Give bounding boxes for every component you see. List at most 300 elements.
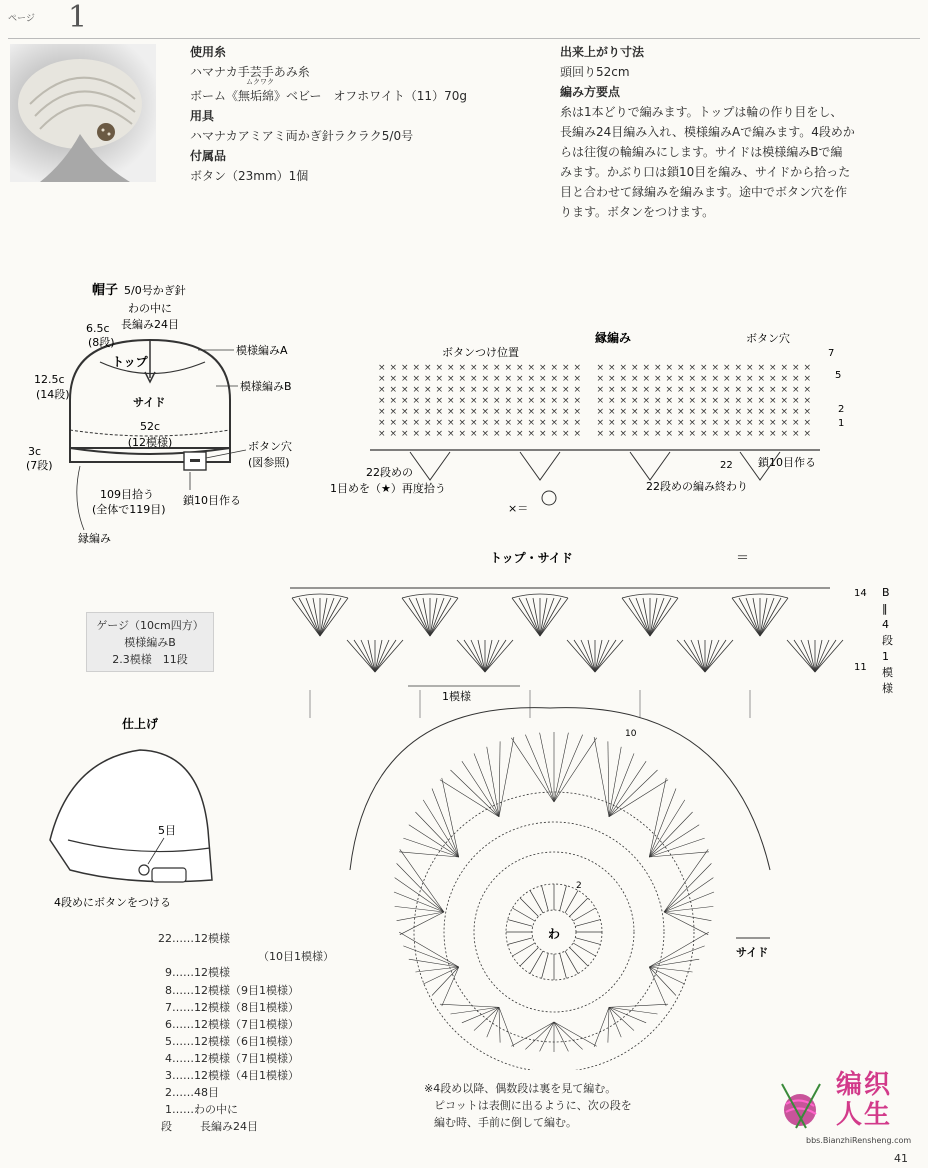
edging-note22-1: 22段めの xyxy=(366,466,413,479)
svg-text:×: × xyxy=(550,363,559,373)
stitch-table-row: 7……12模様（8目1模様） xyxy=(165,1001,299,1014)
svg-text:×: × xyxy=(401,407,409,417)
edging-row-1: 1 xyxy=(838,418,845,429)
svg-text:×: × xyxy=(573,385,582,395)
svg-text:×: × xyxy=(539,374,547,384)
svg-text:×: × xyxy=(562,418,570,428)
svg-text:×: × xyxy=(401,396,409,406)
svg-text:×: × xyxy=(769,418,777,428)
svg-text:×: × xyxy=(780,396,789,406)
svg-text:×: × xyxy=(378,385,386,395)
svg-text:×: × xyxy=(792,418,800,428)
svg-text:×: × xyxy=(619,407,628,417)
svg-text:×: × xyxy=(458,363,467,373)
svg-text:×: × xyxy=(389,374,398,384)
page-number: 41 xyxy=(894,1152,908,1165)
svg-text:×: × xyxy=(550,385,559,395)
svg-text:×: × xyxy=(619,385,628,395)
svg-text:×: × xyxy=(550,429,559,439)
svg-text:×: × xyxy=(481,396,490,406)
yarn-line-2: ボーム《無垢綿》ベビー オフホワイト（11）70g xyxy=(190,89,467,103)
svg-text:×: × xyxy=(378,418,386,428)
svg-text:×: × xyxy=(700,418,708,428)
svg-text:×: × xyxy=(401,374,409,384)
svg-text:×: × xyxy=(780,385,789,395)
svg-text:模: 模 xyxy=(882,666,893,679)
svg-text:×: × xyxy=(780,363,789,373)
repeat-label: 1模様 xyxy=(442,690,471,703)
svg-text:×: × xyxy=(665,363,674,373)
svg-text:×: × xyxy=(665,396,674,406)
yarn-line-1: ハマナカ手芸手あみ糸 xyxy=(190,65,310,79)
svg-text:×: × xyxy=(447,385,455,395)
svg-text:×: × xyxy=(550,407,559,417)
watermark-cn: 编织人生 xyxy=(836,1070,893,1130)
notes xyxy=(424,1080,632,1131)
svg-text:×: × xyxy=(389,407,398,417)
svg-text:×: × xyxy=(539,396,547,406)
svg-text:×: × xyxy=(619,429,628,439)
svg-text:×: × xyxy=(493,385,501,395)
svg-text:×: × xyxy=(642,374,651,384)
hat-edging: 縁編み xyxy=(78,532,111,545)
svg-text:×: × xyxy=(596,374,605,384)
svg-text:×: × xyxy=(792,374,800,384)
svg-text:×: × xyxy=(470,418,478,428)
svg-text:×: × xyxy=(711,429,720,439)
hat-ring: わの中に xyxy=(128,302,172,315)
svg-text:×: × xyxy=(435,374,444,384)
svg-text:×: × xyxy=(389,396,398,406)
svg-text:×: × xyxy=(711,363,720,373)
b-label xyxy=(882,586,893,695)
svg-text:×: × xyxy=(550,418,559,428)
top-side-title: トップ・サイド xyxy=(490,551,573,565)
svg-text:×: × xyxy=(389,418,398,428)
side-band xyxy=(290,588,843,718)
svg-text:×: × xyxy=(573,407,582,417)
svg-text:×: × xyxy=(665,418,674,428)
svg-text:×: × xyxy=(757,418,766,428)
yarn-heading: 使用糸 xyxy=(190,45,227,59)
svg-text:×: × xyxy=(435,385,444,395)
svg-text:×: × xyxy=(631,385,639,395)
svg-text:×: × xyxy=(642,429,651,439)
hat-pickup-total: (全体で119目) xyxy=(92,503,166,516)
svg-text:×: × xyxy=(447,396,455,406)
svg-text:×: × xyxy=(746,418,754,428)
svg-text:×: × xyxy=(688,407,697,417)
stitch-table-row: 4……12模様（7目1模様） xyxy=(165,1052,299,1065)
svg-text:×: × xyxy=(642,407,651,417)
svg-text:×: × xyxy=(493,407,501,417)
svg-text:×: × xyxy=(757,363,766,373)
svg-text:×: × xyxy=(769,429,777,439)
svg-text:×: × xyxy=(573,374,582,384)
hat-side-height: 12.5c xyxy=(34,373,65,386)
svg-text:×: × xyxy=(516,385,524,395)
svg-text:×: × xyxy=(458,396,467,406)
hat-top-width: 6.5c xyxy=(86,322,110,335)
svg-text:×: × xyxy=(458,385,467,395)
svg-text:×: × xyxy=(665,385,674,395)
svg-text:×: × xyxy=(711,396,720,406)
gauge-line-2: 模様編みB xyxy=(124,636,176,649)
svg-text:×: × xyxy=(642,385,651,395)
accessories-line: ボタン（23mm）1個 xyxy=(190,169,309,183)
svg-text:×: × xyxy=(654,374,662,384)
svg-text:×: × xyxy=(401,429,409,439)
svg-text:×: × xyxy=(504,429,513,439)
side-arrow: サイド xyxy=(736,946,769,959)
svg-text:×: × xyxy=(631,374,639,384)
svg-text:B: B xyxy=(882,586,890,599)
stitch-table-row: 6……12模様（7目1模様） xyxy=(165,1018,299,1031)
finished-section xyxy=(560,42,855,222)
svg-text:×: × xyxy=(539,418,547,428)
edging-note22-2: 1目めを（★）再度拾う xyxy=(330,482,446,495)
svg-text:×: × xyxy=(401,418,409,428)
svg-text:×: × xyxy=(596,363,605,373)
svg-text:×: × xyxy=(757,396,766,406)
svg-text:×: × xyxy=(746,396,754,406)
note-line-3: 編む時、手前に倒して編む。 xyxy=(434,1116,577,1129)
svg-text:×: × xyxy=(746,374,754,384)
svg-text:×: × xyxy=(677,429,685,439)
svg-text:×: × xyxy=(470,385,478,395)
svg-text:×: × xyxy=(688,418,697,428)
svg-text:×: × xyxy=(631,418,639,428)
svg-text:×: × xyxy=(378,363,386,373)
edging-chart xyxy=(330,320,850,520)
hat-ring-2: 長編み24目 xyxy=(121,318,179,331)
svg-text:×: × xyxy=(527,374,536,384)
svg-text:1: 1 xyxy=(882,650,889,663)
svg-text:×: × xyxy=(608,363,616,373)
svg-text:×: × xyxy=(723,385,731,395)
svg-text:×: × xyxy=(493,363,501,373)
svg-text:×: × xyxy=(780,374,789,384)
svg-text:×: × xyxy=(447,363,455,373)
svg-text:×: × xyxy=(688,396,697,406)
finish-diagram xyxy=(40,710,240,920)
svg-text:×: × xyxy=(734,418,743,428)
hat-schematic xyxy=(0,270,330,560)
model-photo xyxy=(10,44,156,182)
svg-text:×: × xyxy=(435,363,444,373)
svg-text:×: × xyxy=(677,407,685,417)
svg-text:×: × xyxy=(504,374,513,384)
svg-text:×: × xyxy=(631,429,639,439)
svg-text:×: × xyxy=(401,363,409,373)
yarn-ruby: ムクワク xyxy=(246,78,274,86)
svg-text:×: × xyxy=(757,429,766,439)
svg-text:×: × xyxy=(711,418,720,428)
stitch-table-row: 5……12模様（6目1模様） xyxy=(165,1035,299,1048)
center-ring: わ xyxy=(547,927,561,941)
svg-text:×: × xyxy=(435,418,444,428)
edging-button-pos: ボタンつけ位置 xyxy=(442,346,519,359)
edging-row-22: 22 xyxy=(720,460,733,471)
svg-text:×: × xyxy=(550,374,559,384)
svg-text:×: × xyxy=(516,407,524,417)
hat-side-rows: (14段) xyxy=(36,388,70,401)
svg-text:×: × xyxy=(631,363,639,373)
svg-text:×: × xyxy=(573,429,582,439)
row-14: 14 xyxy=(854,588,867,599)
svg-text:×: × xyxy=(769,396,777,406)
row-11: 11 xyxy=(854,662,867,673)
svg-text:×: × xyxy=(481,374,490,384)
svg-text:×: × xyxy=(677,363,685,373)
svg-text:×: × xyxy=(412,396,421,406)
gauge-box xyxy=(86,612,214,672)
svg-text:×: × xyxy=(734,374,743,384)
svg-text:×: × xyxy=(654,407,662,417)
svg-text:×: × xyxy=(654,429,662,439)
svg-text:×: × xyxy=(723,396,731,406)
points-line-3: らは往復の輪編みにします。サイドは模様編みBで編 xyxy=(560,145,843,159)
svg-text:×: × xyxy=(746,407,754,417)
svg-text:×: × xyxy=(458,374,467,384)
hat-top-label: トップ xyxy=(112,355,148,369)
svg-text:×: × xyxy=(700,363,708,373)
svg-text:×: × xyxy=(562,429,570,439)
svg-text:‖: ‖ xyxy=(882,602,888,615)
top-side-chart xyxy=(250,540,920,1070)
svg-text:×: × xyxy=(734,429,743,439)
svg-text:×: × xyxy=(642,363,651,373)
svg-text:×: × xyxy=(389,363,398,373)
note-line-2: ピコットは表側に出るように、次の段を xyxy=(434,1099,632,1112)
svg-text:×: × xyxy=(573,363,582,373)
svg-text:×: × xyxy=(746,363,754,373)
svg-text:×: × xyxy=(619,363,628,373)
svg-text:×: × xyxy=(677,374,685,384)
svg-text:×: × xyxy=(700,429,708,439)
svg-text:×: × xyxy=(596,418,605,428)
svg-text:×: × xyxy=(803,396,812,406)
row-2-label: 2 xyxy=(576,881,582,891)
svg-text:×: × xyxy=(527,385,536,395)
svg-text:×: × xyxy=(792,396,800,406)
size-heading: 出来上がり寸法 xyxy=(560,45,645,59)
svg-text:×: × xyxy=(378,407,386,417)
svg-text:×: × xyxy=(516,396,524,406)
svg-text:×: × xyxy=(608,374,616,384)
svg-text:×: × xyxy=(458,418,467,428)
svg-text:×: × xyxy=(401,385,409,395)
svg-text:×: × xyxy=(792,363,800,373)
svg-text:×: × xyxy=(608,396,616,406)
svg-text:×: × xyxy=(516,374,524,384)
tools-line: ハマナカアミアミ両かぎ針ラクラク5/0号 xyxy=(190,129,414,143)
svg-text:×: × xyxy=(700,385,708,395)
svg-text:×: × xyxy=(792,429,800,439)
svg-text:×: × xyxy=(470,407,478,417)
svg-text:×: × xyxy=(424,418,432,428)
hat-title: 帽子 xyxy=(92,283,119,298)
tools-heading: 用具 xyxy=(190,109,215,123)
svg-text:×: × xyxy=(734,363,743,373)
svg-text:×: × xyxy=(792,385,800,395)
gauge-line-1: ゲージ（10cm四方） xyxy=(96,619,204,632)
svg-text:×: × xyxy=(378,374,386,384)
svg-text:×: × xyxy=(734,385,743,395)
svg-text:×: × xyxy=(619,374,628,384)
svg-text:×: × xyxy=(516,429,524,439)
svg-text:×: × xyxy=(573,396,582,406)
edging-title: 縁編み xyxy=(595,331,632,345)
svg-text:×: × xyxy=(516,363,524,373)
size-line: 頭回り52cm xyxy=(560,65,630,79)
svg-text:×: × xyxy=(769,407,777,417)
edging-stitch-grid xyxy=(370,363,820,480)
svg-text:×: × xyxy=(769,374,777,384)
svg-text:×: × xyxy=(412,374,421,384)
svg-text:×: × xyxy=(757,407,766,417)
svg-text:×: × xyxy=(493,396,501,406)
svg-text:×: × xyxy=(504,385,513,395)
svg-text:×: × xyxy=(688,429,697,439)
hat-pickup: 109目拾う xyxy=(100,488,154,501)
svg-text:×: × xyxy=(757,385,766,395)
hat-pattern-a: 模様編みA xyxy=(236,344,288,357)
svg-text:×: × xyxy=(447,429,455,439)
svg-text:×: × xyxy=(539,407,547,417)
svg-text:×: × xyxy=(631,407,639,417)
svg-text:×: × xyxy=(723,374,731,384)
header-rule xyxy=(8,38,920,39)
svg-text:×: × xyxy=(677,418,685,428)
svg-text:×: × xyxy=(757,374,766,384)
svg-text:×: × xyxy=(608,429,616,439)
points-heading: 編み方要点 xyxy=(560,85,621,99)
svg-text:×: × xyxy=(734,407,743,417)
finish-title: 仕上げ xyxy=(122,717,159,731)
svg-text:×: × xyxy=(677,385,685,395)
page-label: ページ xyxy=(8,14,35,24)
svg-text:段: 段 xyxy=(882,634,893,647)
svg-text:×: × xyxy=(389,429,398,439)
svg-text:×: × xyxy=(700,374,708,384)
svg-text:×: × xyxy=(378,429,386,439)
svg-text:×: × xyxy=(424,429,432,439)
edging-symbol-eq: ×＝ xyxy=(508,502,529,515)
svg-text:×: × xyxy=(412,418,421,428)
picot-symbol-eq: ＝ xyxy=(736,551,750,566)
svg-text:×: × xyxy=(562,374,570,384)
svg-text:×: × xyxy=(562,407,570,417)
hat-band-rows: (7段) xyxy=(26,459,53,472)
svg-text:×: × xyxy=(803,374,812,384)
points-line-6: ります。ボタンをつけます。 xyxy=(560,205,715,219)
svg-text:×: × xyxy=(665,429,674,439)
stitch-table-row: 段 長編み24目 xyxy=(161,1120,258,1133)
watermark xyxy=(776,1070,916,1150)
hat-top-rows: (8段) xyxy=(88,336,115,349)
svg-text:×: × xyxy=(389,385,398,395)
edging-row-7: 7 xyxy=(828,348,835,359)
svg-text:×: × xyxy=(378,396,386,406)
svg-text:×: × xyxy=(769,363,777,373)
svg-text:×: × xyxy=(573,418,582,428)
svg-text:4: 4 xyxy=(882,618,889,631)
svg-text:×: × xyxy=(654,385,662,395)
svg-text:×: × xyxy=(723,429,731,439)
pattern-number: 1 xyxy=(68,0,88,35)
edging-row-2: 2 xyxy=(838,404,845,415)
svg-text:×: × xyxy=(412,429,421,439)
stitch-table-row: 2……48目 xyxy=(165,1086,219,1099)
svg-text:×: × xyxy=(470,374,478,384)
stitch-table-row: 8……12模様（9目1模様） xyxy=(165,984,299,997)
svg-text:×: × xyxy=(642,418,651,428)
svg-text:×: × xyxy=(424,374,432,384)
svg-text:×: × xyxy=(435,407,444,417)
svg-text:×: × xyxy=(746,385,754,395)
hat-buttonhole: ボタン穴 xyxy=(248,440,292,453)
svg-text:×: × xyxy=(608,407,616,417)
svg-text:×: × xyxy=(562,363,570,373)
svg-text:×: × xyxy=(470,429,478,439)
svg-text:×: × xyxy=(562,396,570,406)
svg-text:×: × xyxy=(447,418,455,428)
svg-text:×: × xyxy=(527,407,536,417)
svg-text:×: × xyxy=(803,363,812,373)
watermark-url: bbs.BianzhiRensheng.com xyxy=(806,1136,912,1145)
accessories-heading: 付属品 xyxy=(190,149,227,163)
svg-text:×: × xyxy=(608,385,616,395)
svg-text:×: × xyxy=(780,418,789,428)
svg-text:×: × xyxy=(642,396,651,406)
svg-text:×: × xyxy=(803,429,812,439)
svg-text:×: × xyxy=(493,429,501,439)
svg-text:×: × xyxy=(792,407,800,417)
svg-text:×: × xyxy=(504,396,513,406)
svg-text:×: × xyxy=(723,418,731,428)
svg-text:×: × xyxy=(458,429,467,439)
svg-text:×: × xyxy=(711,374,720,384)
page-header xyxy=(8,6,35,26)
hat-band-height: 3c xyxy=(28,445,42,458)
svg-text:×: × xyxy=(424,396,432,406)
stitch-table-row: 3……12模様（4目1模様） xyxy=(165,1069,299,1082)
row-10-label: 10 xyxy=(625,729,637,739)
svg-text:×: × xyxy=(711,385,720,395)
hat-buttonhole-2: (図参照) xyxy=(248,456,290,469)
hat-chain10: 鎖10目作る xyxy=(183,494,241,507)
svg-text:×: × xyxy=(803,407,812,417)
svg-text:×: × xyxy=(539,363,547,373)
svg-text:×: × xyxy=(539,429,547,439)
stitch-table-row: 9……12模様 xyxy=(165,966,230,979)
svg-text:×: × xyxy=(780,429,789,439)
svg-text:×: × xyxy=(527,429,536,439)
svg-text:×: × xyxy=(677,396,685,406)
svg-text:×: × xyxy=(700,407,708,417)
hat-pattern-b: 模様編みB xyxy=(240,380,292,393)
svg-text:×: × xyxy=(550,396,559,406)
materials-section xyxy=(190,42,467,186)
svg-text:×: × xyxy=(447,374,455,384)
svg-text:×: × xyxy=(435,396,444,406)
svg-text:×: × xyxy=(619,418,628,428)
svg-text:×: × xyxy=(665,407,674,417)
svg-text:×: × xyxy=(447,407,455,417)
svg-text:×: × xyxy=(562,385,570,395)
svg-text:×: × xyxy=(608,418,616,428)
